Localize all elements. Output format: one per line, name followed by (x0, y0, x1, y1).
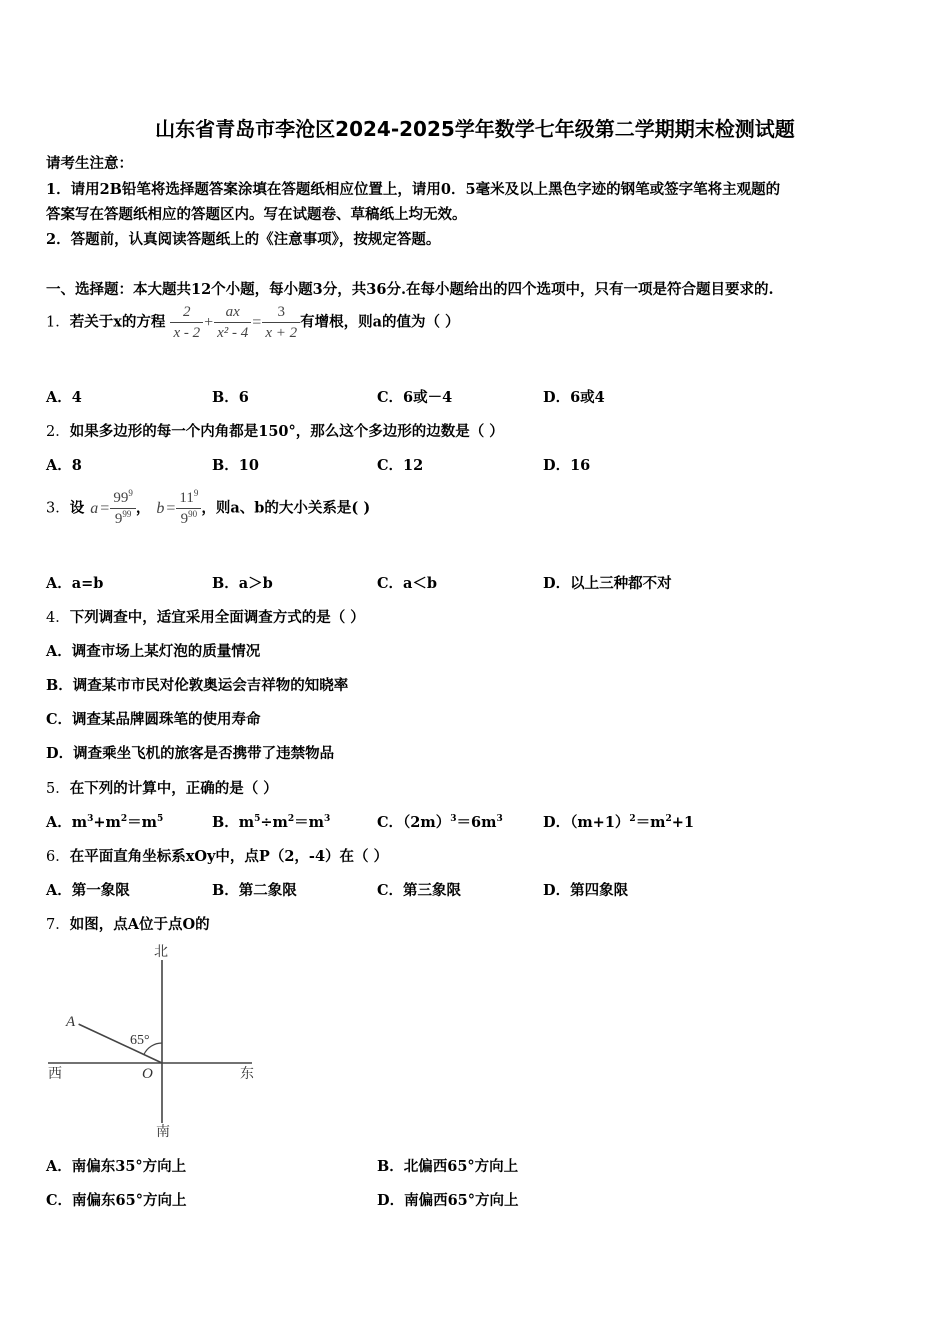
fraction-b: $\frac{11^9}{9^{90}}$ (176, 488, 201, 529)
q7-option-a: A．南偏东35°方向上 (46, 1158, 187, 1175)
q7-option-c: C．南偏东65°方向上 (46, 1192, 187, 1209)
question-number: 5． (46, 781, 70, 797)
question-5-text: 在下列的计算中，正确的是（ ） (69, 780, 278, 797)
q4-option-c: C．调查某品牌圆珠笔的使用寿命 (46, 711, 261, 728)
q1-option-b: B．6 (212, 389, 249, 406)
question-number: 3． (46, 500, 70, 517)
question-4 (46, 606, 365, 627)
q5-option-d: D．$(m+1)^2=m^2+1$ (543, 814, 695, 831)
question-5 (46, 777, 278, 798)
question-number: 7． (46, 917, 70, 933)
q4-option-b: B．调查某市市民对伦敦奥运会吉祥物的知晓率 (46, 677, 349, 694)
notice-item-1a: 1．请用2B铅笔将选择题答案涂填在答题纸相应位置上，请用0．5毫米及以上黑色字迹的钢笔或签字笔将主观题的 (46, 181, 781, 198)
q6-option-b: B．第二象限 (212, 882, 297, 899)
q2-option-b: B．10 (212, 457, 259, 474)
question-7-text: 如图，点A位于点O的 (69, 916, 210, 933)
question-1-pre: 若关于x的方程 (69, 313, 166, 331)
equals-sign: = (252, 313, 262, 331)
q5-option-c: C．$(2m)^3=6m^3$ (377, 814, 503, 831)
q3-option-d: D．以上三种都不对 (543, 575, 672, 592)
q3-option-a: A．a=b (46, 575, 104, 592)
question-6 (46, 845, 388, 866)
equals-sign: = (166, 499, 176, 517)
q5-option-b: B．$m^5\div m^2=m^3$ (212, 814, 331, 831)
q7-option-d: D．南偏西65°方向上 (377, 1192, 519, 1209)
plus-sign: + (204, 313, 214, 331)
q6-option-c: C．第三象限 (377, 882, 462, 899)
question-number: 6． (46, 849, 70, 865)
q2-option-d: D．16 (543, 457, 591, 474)
question-6-text: 在平面直角坐标系xOy中，点P（2，-4）在（ ） (69, 848, 389, 865)
var-b: b (156, 499, 165, 517)
notice-heading: 请考生注意： (46, 155, 133, 172)
q3-option-b: B．a＞b (212, 575, 273, 592)
label-point-a: A (66, 1014, 76, 1030)
question-number: 1． (46, 314, 70, 331)
label-south: 南 (156, 1124, 170, 1140)
q2-option-c: C．12 (377, 457, 424, 474)
fraction-3: $\frac{3}{x + 2}$ (262, 302, 300, 343)
q4-option-a: A．调查市场上某灯泡的质量情况 (46, 643, 261, 660)
label-east: 东 (240, 1066, 254, 1082)
question-2 (46, 420, 504, 441)
question-1-post: 有增根，则a的值为（ ） (300, 313, 460, 331)
fraction-1: $\frac{2}{x - 2}$ (170, 302, 203, 343)
page-title: 山东省青岛市李沧区2024-2025学年数学七年级第二学期期末检测试题 (155, 117, 795, 141)
q1-option-d: D．6或4 (543, 389, 605, 406)
q2-option-a: A．8 (46, 457, 82, 474)
question-7 (46, 913, 210, 934)
fraction-a: $\frac{99^9}{9^{99}}$ (110, 488, 136, 529)
q3-option-c: C．a＜b (377, 575, 438, 592)
notice-item-2: 2．答题前，认真阅读答题纸上的《注意事项》，按规定答题。 (46, 231, 441, 248)
question-4-text: 下列调查中，适宜采用全面调查方式的是（ ） (69, 609, 365, 626)
equals-sign: = (100, 499, 110, 517)
q4-option-d: D．调查乘坐飞机的旅客是否携带了违禁物品 (46, 745, 335, 762)
question-3-pre: 设 (69, 499, 85, 517)
question-1 (46, 302, 460, 343)
q7-option-b: B．北偏西65°方向上 (377, 1158, 519, 1175)
compass-figure (44, 940, 274, 1140)
var-a: a (90, 499, 99, 517)
question-number: 2． (46, 424, 70, 440)
fraction-2: $\frac{ax}{\text{x² - 4}}$ (214, 302, 251, 343)
q6-option-a: A．第一象限 (46, 882, 130, 899)
question-number: 4． (46, 610, 70, 626)
question-2-text: 如果多边形的每一个内角都是150°，那么这个多边形的边数是（ ） (69, 423, 504, 440)
q1-option-a: A．4 (46, 389, 82, 406)
q6-option-d: D．第四象限 (543, 882, 629, 899)
label-point-o: O (142, 1066, 153, 1082)
question-3 (46, 488, 370, 529)
label-west: 西 (48, 1066, 62, 1082)
question-3-post: ，则a、b的大小关系是( ) (201, 499, 371, 517)
notice-item-1b: 答案写在答题纸相应的答题区内。写在试题卷、草稿纸上均无效。 (46, 206, 467, 223)
q5-option-a: A．$m^3+m^2=m^5$ (46, 814, 164, 831)
comma: ， (135, 499, 151, 517)
label-angle: 65° (130, 1033, 150, 1048)
section-heading: 一、选择题：本大题共12个小题，每小题3分，共36分.在每小题给出的四个选项中，只有一项是符合题目要求的. (46, 281, 774, 298)
label-north: 北 (154, 944, 168, 960)
q1-option-c: C．6或－4 (377, 389, 453, 406)
